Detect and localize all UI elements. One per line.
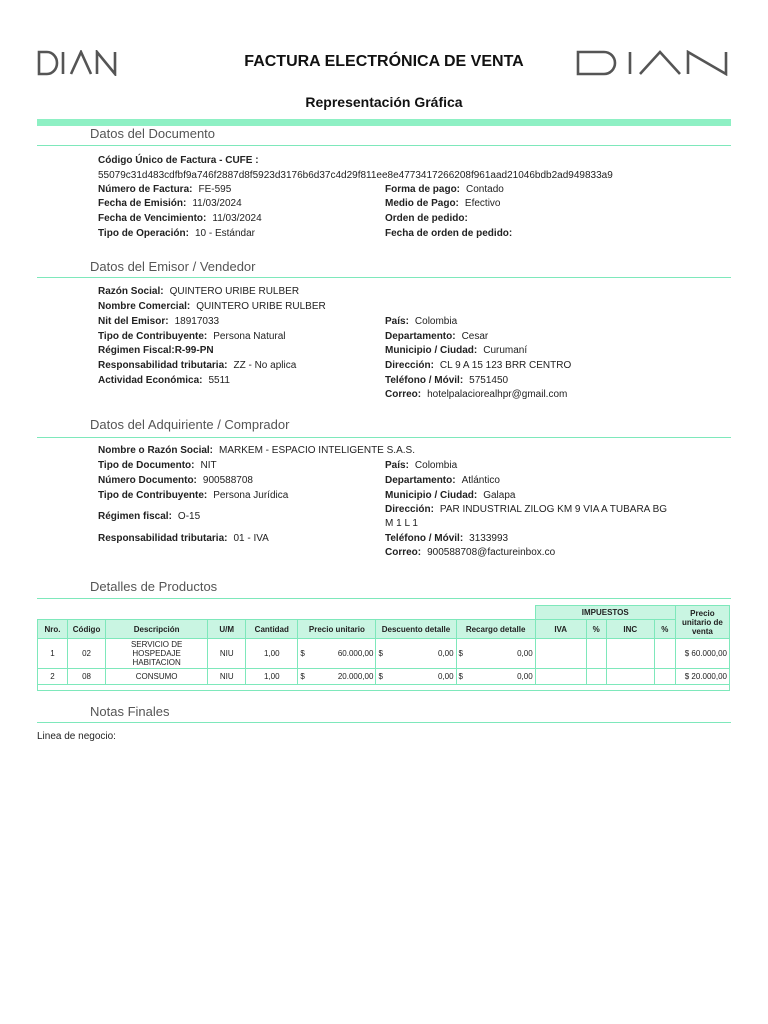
header-nro: Nro.	[38, 620, 68, 639]
cell-codigo: 08	[68, 669, 106, 685]
numero-factura	[98, 184, 231, 195]
cell-descuento	[376, 669, 456, 685]
header-cantidad: Cantidad	[246, 620, 298, 639]
cell-inc	[606, 639, 654, 669]
header-pct-inc: %	[654, 620, 675, 639]
fecha-emision-value: 11/03/2024	[192, 198, 242, 209]
adq-direccion-label: Dirección:	[385, 504, 434, 515]
currency-symbol: $	[684, 672, 690, 681]
currency-symbol: $	[300, 672, 305, 681]
emisor-comercial-value: QUINTERO URIBE RULBER	[196, 301, 326, 312]
adq-pais-label: País:	[385, 460, 409, 471]
table-row	[38, 669, 730, 685]
adq-telefono-value: 3133993	[469, 533, 509, 544]
emisor-responsabilidad-value: ZZ - No aplica	[233, 360, 297, 371]
table-row	[38, 639, 730, 669]
cell-cantidad: 1,00	[246, 669, 298, 685]
emisor-razon-value: QUINTERO URIBE RULBER	[169, 286, 300, 297]
adq-correo-label: Correo:	[385, 547, 422, 558]
section-divider	[37, 145, 731, 146]
emisor-razon	[98, 286, 299, 297]
emisor-correo-value: hotelpalaciorealhpr@gmail.com	[427, 389, 568, 400]
emisor-direccion-value: CL 9 A 15 123 BRR CENTRO	[439, 360, 572, 371]
cell-precio-venta	[675, 669, 729, 685]
header-descuento: Descuento detalle	[376, 620, 456, 639]
emisor-depto-value: Cesar	[461, 331, 489, 342]
adq-regimen-label: Régimen fiscal:	[98, 511, 172, 522]
adq-regimen-value: O-15	[177, 511, 201, 522]
cell-um: NIU	[208, 639, 246, 669]
section-divider	[37, 598, 731, 599]
adq-num-doc	[98, 475, 253, 486]
adq-nombre	[98, 445, 415, 456]
emisor-responsabilidad	[98, 360, 296, 371]
emisor-pais-label: País:	[385, 316, 409, 327]
header-divider	[37, 119, 731, 126]
emisor-contribuyente-value: Persona Natural	[213, 331, 286, 342]
emisor-pais-value: Colombia	[414, 316, 458, 327]
section-title-productos: Detalles de Productos	[90, 579, 218, 594]
emisor-actividad-value: 5511	[208, 375, 230, 386]
section-title-notas: Notas Finales	[90, 704, 170, 719]
currency-symbol: $	[458, 672, 463, 681]
adq-direccion-value: PAR INDUSTRIAL ZILOG KM 9 VIA A TUBARA BG	[439, 504, 668, 515]
tipo-operacion-value: 10 - Estándar	[194, 228, 255, 239]
cell-pct-iva	[586, 639, 606, 669]
medio-pago	[385, 198, 500, 209]
emisor-nit-value: 18917033	[174, 316, 220, 327]
currency-symbol: $	[684, 649, 690, 658]
emisor-municipio-value: Curumaní	[483, 345, 528, 356]
header-recargo: Recargo detalle	[456, 620, 535, 639]
section-title-emisor: Datos del Emisor / Vendedor	[90, 259, 256, 274]
emisor-telefono-label: Teléfono / Móvil:	[385, 375, 464, 386]
emisor-nit	[98, 316, 219, 327]
adq-depto	[385, 475, 500, 486]
fecha-orden-label: Fecha de orden de pedido:	[385, 228, 513, 239]
cufe-label: Código Único de Factura - CUFE :	[98, 155, 259, 166]
cell-recargo-value: 0,00	[517, 672, 533, 681]
adq-correo-value: 900588708@factureinbox.co	[427, 547, 556, 558]
cell-cantidad: 1,00	[246, 639, 298, 669]
impuestos-header: IMPUESTOS	[535, 606, 675, 620]
cell-inc	[606, 669, 654, 685]
medio-pago-value: Efectivo	[464, 198, 501, 209]
adq-tipo-doc	[98, 460, 217, 471]
fecha-vencimiento-value: 11/03/2024	[212, 213, 262, 224]
emisor-actividad	[98, 375, 230, 386]
emisor-direccion-label: Dirección:	[385, 360, 434, 371]
cell-precio	[298, 639, 376, 669]
cell-descuento-value: 0,00	[437, 649, 454, 658]
cell-precio	[298, 669, 376, 685]
adq-telefono-label: Teléfono / Móvil:	[385, 533, 464, 544]
emisor-correo	[385, 389, 567, 400]
header-codigo: Código	[68, 620, 106, 639]
adq-responsabilidad-label: Responsabilidad tributaria:	[98, 533, 228, 544]
fecha-vencimiento	[98, 213, 262, 224]
emisor-contribuyente-label: Tipo de Contribuyente:	[98, 331, 208, 342]
adq-tipo-doc-value: NIT	[200, 460, 217, 471]
cell-codigo: 02	[68, 639, 106, 669]
adq-direccion-line2: M 1 L 1	[385, 518, 418, 529]
medio-pago-label: Medio de Pago:	[385, 198, 459, 209]
emisor-pais	[385, 316, 457, 327]
cell-pct-inc	[654, 639, 675, 669]
currency-symbol: $	[378, 649, 383, 658]
adq-municipio	[385, 490, 515, 501]
header-inc: INC	[606, 620, 654, 639]
cell-nro: 2	[38, 669, 68, 685]
cell-iva	[535, 639, 586, 669]
emisor-razon-label: Razón Social:	[98, 286, 164, 297]
page-title: FACTURA ELECTRÓNICA DE VENTA	[244, 53, 524, 70]
emisor-depto	[385, 331, 488, 342]
emisor-comercial-label: Nombre Comercial:	[98, 301, 191, 312]
header-precio-venta: Precio unitario de venta	[675, 606, 729, 639]
header-precio: Precio unitario	[298, 620, 376, 639]
fecha-emision-label: Fecha de Emisión:	[98, 198, 187, 209]
header-um: U/M	[208, 620, 246, 639]
adq-correo	[385, 547, 555, 558]
adq-contribuyente-value: Persona Jurídica	[213, 490, 289, 501]
emisor-regimen: Régimen Fiscal:R-99-PN	[98, 345, 214, 356]
adq-num-doc-label: Número Documento:	[98, 475, 197, 486]
adq-responsabilidad	[98, 533, 269, 544]
cell-precio-value: 60.000,00	[337, 649, 374, 658]
adq-tipo-doc-label: Tipo de Documento:	[98, 460, 195, 471]
cell-descripcion: SERVICIO DE HOSPEDAJE HABITACION	[106, 639, 208, 669]
section-divider	[37, 437, 731, 438]
cell-precio-venta-value: 60.000,00	[691, 649, 727, 658]
cell-pct-iva	[586, 669, 606, 685]
currency-symbol: $	[378, 672, 383, 681]
adq-nombre-label: Nombre o Razón Social:	[98, 445, 214, 456]
header-pct-iva: %	[586, 620, 606, 639]
cell-descripcion: CONSUMO	[106, 669, 208, 685]
adq-num-doc-value: 900588708	[202, 475, 253, 486]
products-table	[37, 605, 730, 691]
cell-nro: 1	[38, 639, 68, 669]
adq-pais-value: Colombia	[414, 460, 458, 471]
adq-pais	[385, 460, 457, 471]
adq-direccion	[385, 504, 667, 515]
currency-symbol: $	[300, 649, 305, 658]
orden-pedido-label: Orden de pedido:	[385, 213, 468, 224]
adq-municipio-value: Galapa	[483, 490, 516, 501]
emisor-depto-label: Departamento:	[385, 331, 456, 342]
section-divider	[37, 722, 731, 723]
adq-depto-value: Atlántico	[461, 475, 500, 486]
cell-descuento	[376, 639, 456, 669]
emisor-municipio	[385, 345, 527, 356]
section-title-documento: Datos del Documento	[90, 126, 216, 141]
emisor-correo-label: Correo:	[385, 389, 422, 400]
cell-um: NIU	[208, 669, 246, 685]
adq-contribuyente-label: Tipo de Contribuyente:	[98, 490, 208, 501]
adq-nombre-value: MARKEM - ESPACIO INTELIGENTE S.A.S.	[219, 445, 415, 456]
emisor-responsabilidad-label: Responsabilidad tributaria:	[98, 360, 228, 371]
emisor-telefono-value: 5751450	[469, 375, 509, 386]
emisor-actividad-label: Actividad Económica:	[98, 375, 203, 386]
fecha-emision	[98, 198, 242, 209]
emisor-municipio-label: Municipio / Ciudad:	[385, 345, 478, 356]
forma-pago-value: Contado	[466, 184, 504, 195]
linea-negocio-label: Linea de negocio:	[37, 731, 116, 742]
cell-pct-inc	[654, 669, 675, 685]
cell-precio-value: 20.000,00	[337, 672, 374, 681]
adq-depto-label: Departamento:	[385, 475, 456, 486]
emisor-nit-label: Nit del Emisor:	[98, 316, 169, 327]
cell-descuento-value: 0,00	[437, 672, 454, 681]
section-title-adquiriente: Datos del Adquiriente / Comprador	[90, 417, 290, 432]
emisor-telefono	[385, 375, 508, 386]
tipo-operacion-label: Tipo de Operación:	[98, 228, 189, 239]
fecha-vencimiento-label: Fecha de Vencimiento:	[98, 213, 207, 224]
cell-precio-venta	[675, 639, 729, 669]
tipo-operacion	[98, 228, 255, 239]
cufe-value: 55079c31d483cdfbf9a746f2887d8f5923d3176b6d37c4d29f811ee8e4773417266208f961aad21046bdb2ad949833a9	[98, 170, 613, 181]
emisor-direccion	[385, 360, 571, 371]
forma-pago	[385, 184, 504, 195]
cell-recargo	[456, 669, 535, 685]
section-divider	[37, 277, 731, 278]
adq-contribuyente	[98, 490, 288, 501]
forma-pago-label: Forma de pago:	[385, 184, 461, 195]
cell-precio-venta-value: 20.000,00	[691, 672, 727, 681]
adq-regimen	[98, 511, 200, 522]
cell-iva	[535, 669, 586, 685]
numero-factura-label: Número de Factura:	[98, 184, 193, 195]
emisor-contribuyente	[98, 331, 286, 342]
currency-symbol: $	[458, 649, 463, 658]
emisor-comercial	[98, 301, 326, 312]
adq-municipio-label: Municipio / Ciudad:	[385, 490, 478, 501]
page-subtitle: Representación Gráfica	[305, 94, 463, 110]
cell-recargo	[456, 639, 535, 669]
header-iva: IVA	[535, 620, 586, 639]
adq-telefono	[385, 533, 508, 544]
numero-factura-value: FE-595	[198, 184, 232, 195]
cell-recargo-value: 0,00	[517, 649, 533, 658]
adq-responsabilidad-value: 01 - IVA	[233, 533, 269, 544]
header-descripcion: Descripción	[106, 620, 208, 639]
